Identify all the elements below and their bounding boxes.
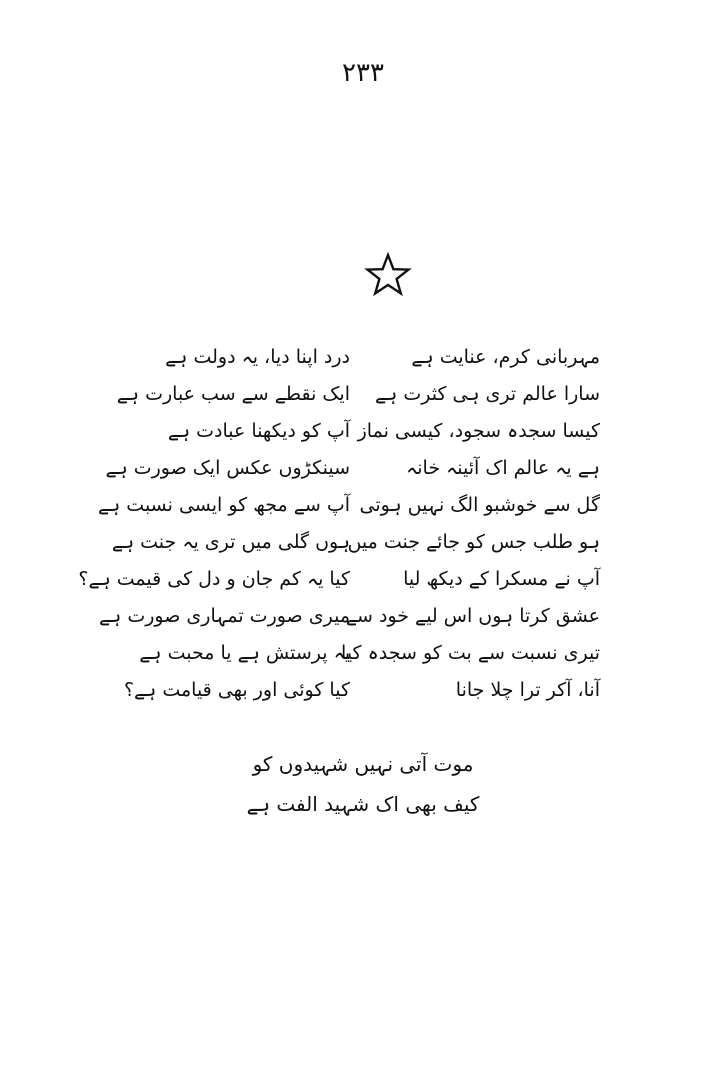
misra-first: ہو طلب جس کو جائے جنت میں [347,530,600,553]
misra-first: مہربانی کرم، عنایت ہے [411,345,600,368]
star-outline-icon [365,252,411,296]
couplet [105,449,600,486]
closing-line-2: کیف بھی اک شہید الفت ہے [246,792,480,816]
misra-second: درد اپنا دیا، یہ دولت ہے [165,345,350,368]
misra-first: تیری نسبت سے بت کو سجدہ کیا [341,641,600,664]
star-outline-icon-svg [365,252,411,296]
misra-second: یہ پرستش ہے یا محبت ہے [139,641,350,664]
misra-second: ہوں گلی میں تری یہ جنت ہے [111,530,350,553]
misra-first: عشق کرتا ہوں اس لیے خود سے [345,604,600,627]
couplet [130,338,600,375]
misra-second: آپ سے مجھ کو ایسی نسبت ہے [97,493,350,516]
misra-first: کیسا سجدہ سجود، کیسی نماز [357,419,600,442]
closing-line-1: موت آتی نہیں شہیدوں کو [252,752,474,776]
ghazal-couplets [78,338,600,708]
misra-second: میری صورت تمہاری صورت ہے [99,604,350,627]
couplet [78,560,600,597]
misra-first: آنا، آکر ترا چلا جانا [455,678,600,701]
misra-first: گل سے خوشبو الگ نہیں ہوتی [359,493,600,516]
couplet [116,375,600,412]
misra-second: کیا کوئی اور بھی قیامت ہے؟ [123,678,350,701]
misra-second: آپ کو دیکھنا عبادت ہے [167,419,350,442]
misra-second: ایک نقطے سے سب عبارت ہے [116,382,350,405]
misra-first: ہے یہ عالم اک آئینہ خانہ [406,456,600,479]
closing-couplet [0,744,726,824]
misra-first: سارا عالم تری ہی کثرت ہے [375,382,600,405]
couplet [111,523,600,560]
misra-second: سینکڑوں عکس ایک صورت ہے [105,456,350,479]
couplet [130,412,600,449]
couplet [99,597,600,634]
couplet [123,671,600,708]
misra-first: آپ نے مسکرا کے دیکھ لیا [403,567,600,590]
page-number: ۲۳۳ [342,58,384,88]
misra-second: کیا یہ کم جان و دل کی قیمت ہے؟ [78,567,350,590]
couplet [97,486,600,523]
couplet [130,634,600,671]
